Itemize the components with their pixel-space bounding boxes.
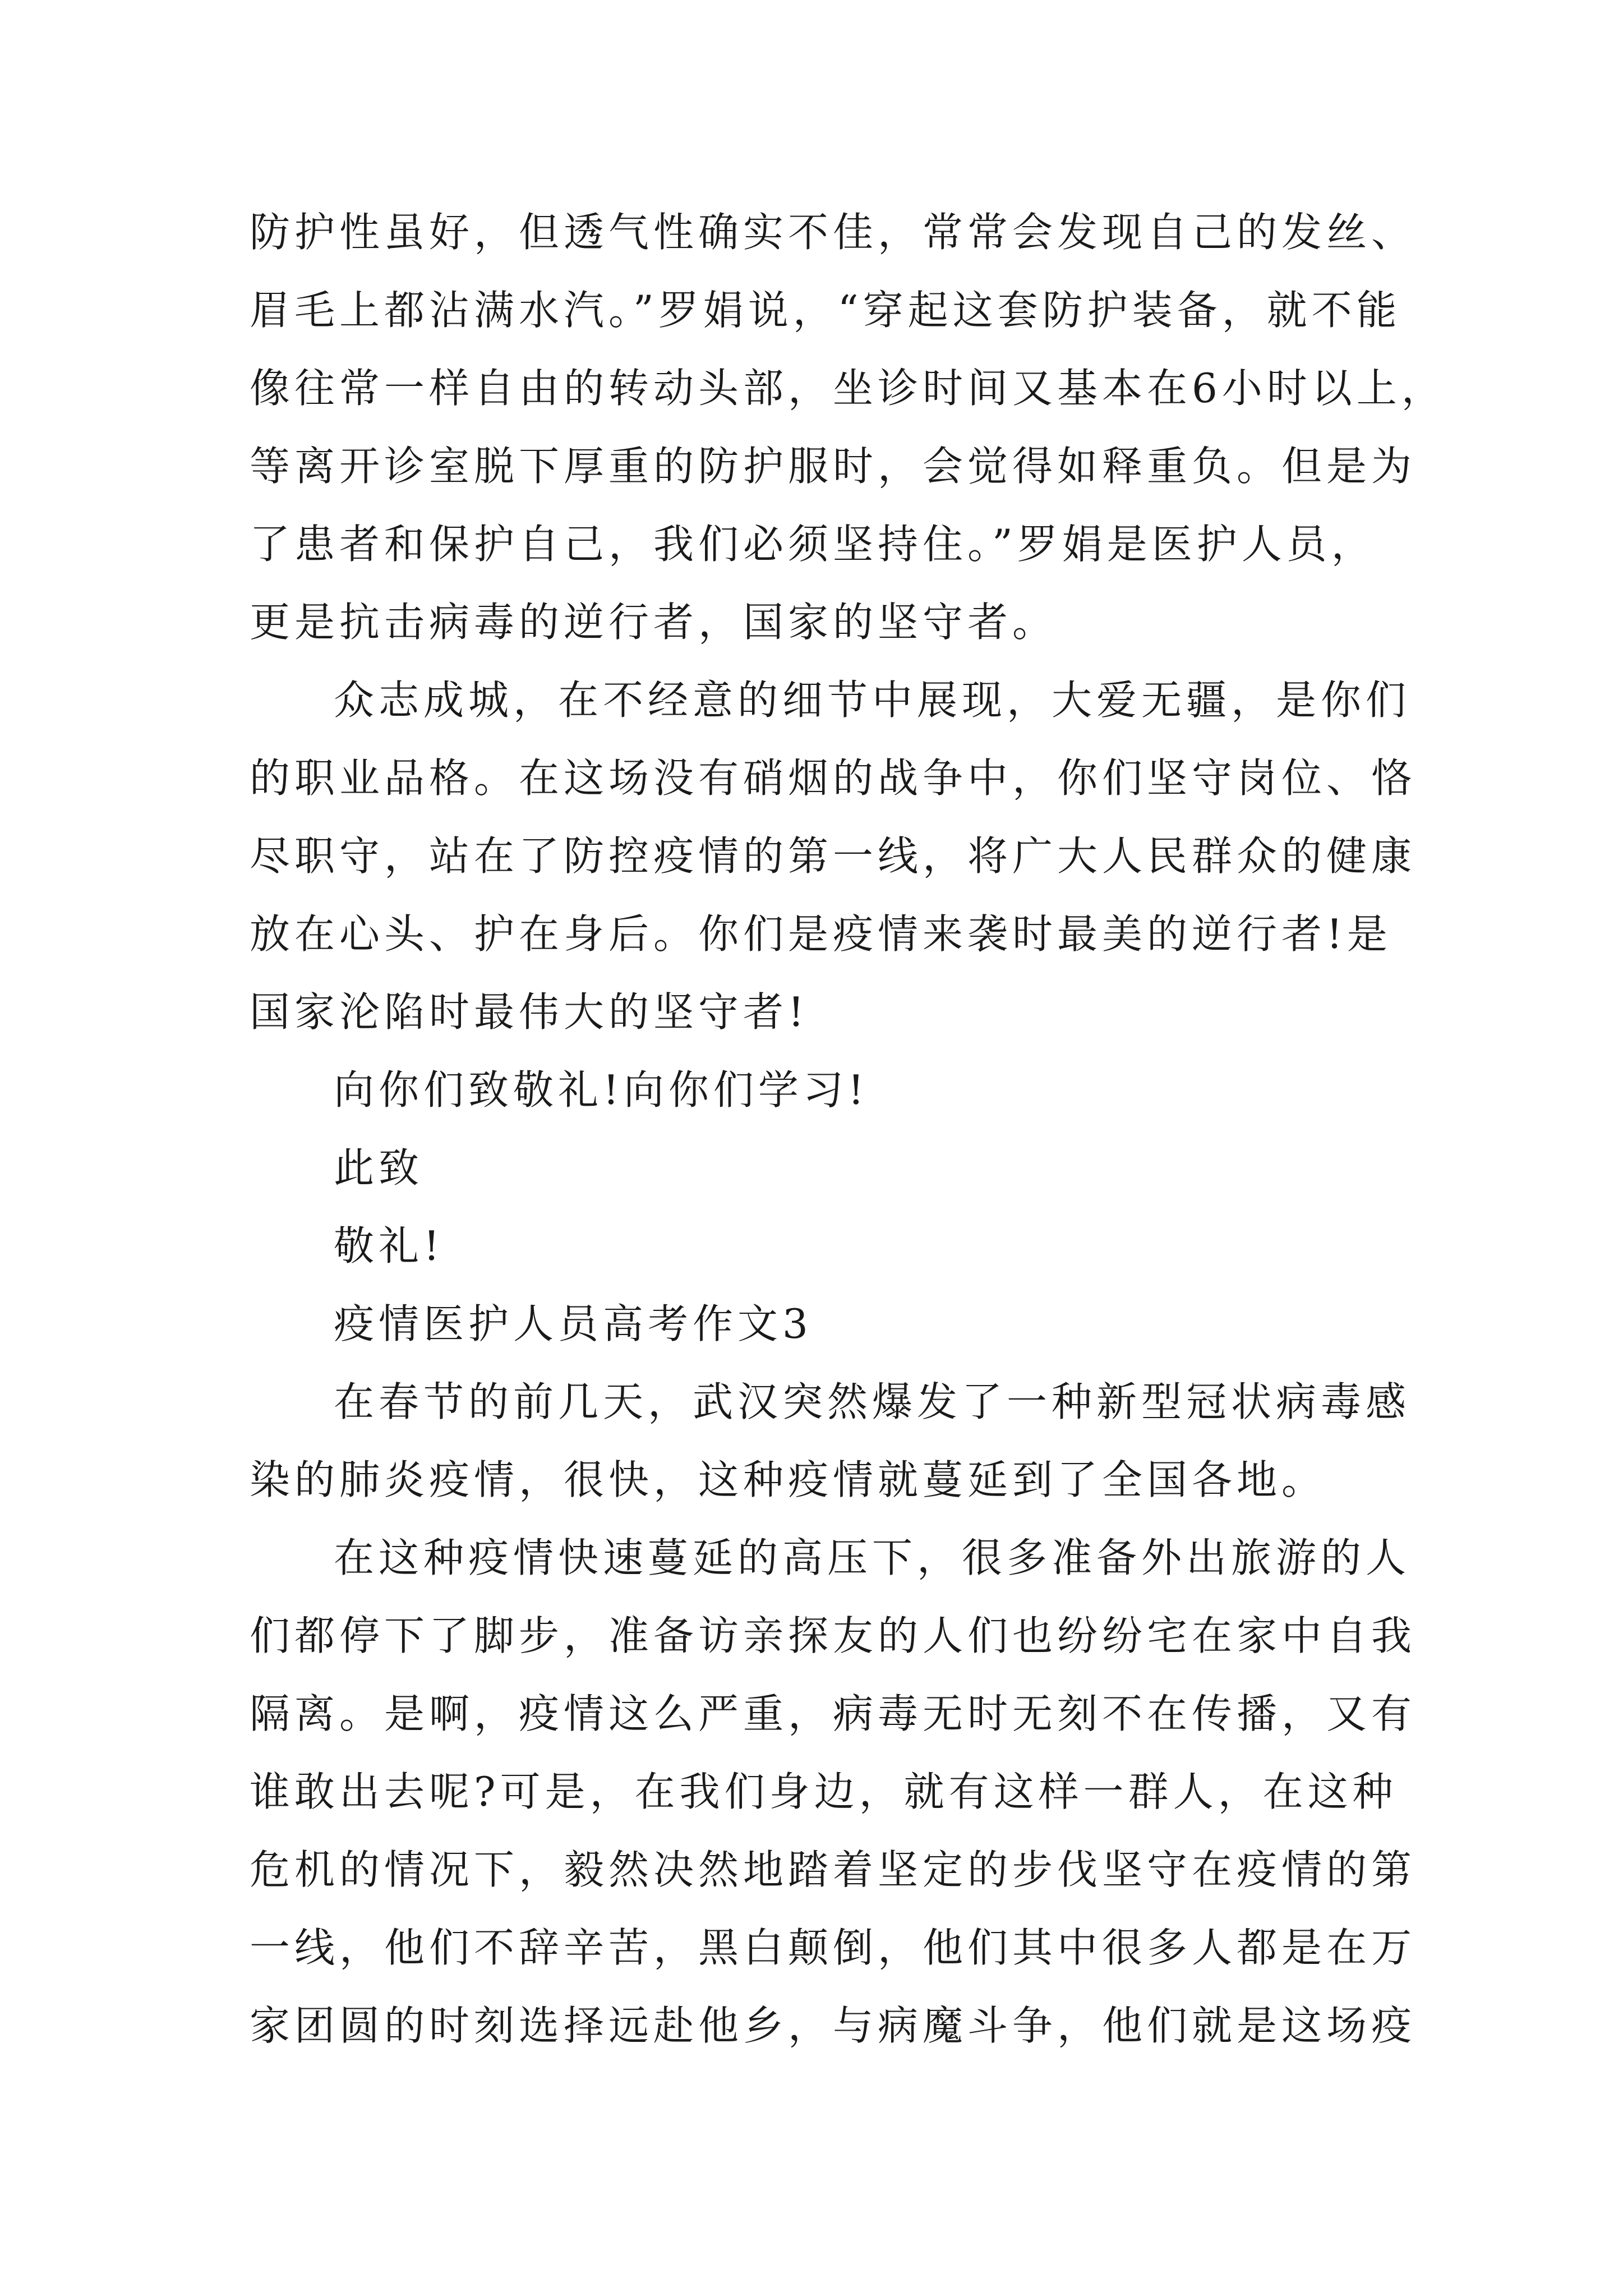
text-line: 一线，他们不辞辛苦，黑白颠倒，他们其中很多人都是在万 — [250, 1924, 1417, 1971]
text-line: 向你们致敬礼!向你们学习! — [334, 1066, 869, 1114]
document-body — [250, 194, 1446, 2065]
text-line: 染的肺炎疫情，很快，这种疫情就蔓延到了全国各地。 — [250, 1456, 1327, 1503]
text-line: 更是抗击病毒的逆行者，国家的坚守者。 — [250, 599, 1058, 646]
text-line: 隔离。是啊，疫情这么严重，病毒无时无刻不在传播，又有 — [250, 1690, 1417, 1737]
text-line: 眉毛上都沾满水汽。”罗娟说，“穿起这套防护装备，就不能 — [250, 287, 1401, 334]
text-line: 像往常一样自由的转动头部，坐诊时间又基本在6小时以上， — [250, 365, 1446, 412]
text-line: 了患者和保护自己，我们必须坚持住。”罗娟是医护人员， — [250, 521, 1376, 568]
text-line: 敬礼! — [334, 1222, 444, 1269]
text-line: 此致 — [334, 1144, 424, 1191]
text-line: 等离开诊室脱下厚重的防护服时，会觉得如释重负。但是为 — [250, 443, 1417, 490]
text-line: 在这种疫情快速蔓延的高压下，很多准备外出旅游的人 — [334, 1534, 1411, 1581]
text-line: 尽职守，站在了防控疫情的第一线，将广大人民群众的健康 — [250, 832, 1417, 880]
text-line: 的职业品格。在这场没有硝烟的战争中，你们坚守岗位、恪 — [250, 754, 1417, 802]
text-line: 众志成城，在不经意的细节中展现，大爱无疆，是你们 — [334, 677, 1411, 724]
text-line: 们都停下了脚步，准备访亲探友的人们也纷纷宅在家中自我 — [250, 1612, 1417, 1659]
text-line: 家团圆的时刻选择远赴他乡，与病魔斗争，他们就是这场疫 — [250, 2002, 1417, 2049]
text-line: 谁敢出去呢?可是，在我们身边，就有这样一群人，在这种 — [250, 1768, 1398, 1815]
text-line: 疫情医护人员高考作文3 — [334, 1300, 813, 1347]
text-line: 防护性虽好，但透气性确实不佳，常常会发现自己的发丝、 — [250, 209, 1417, 256]
text-line: 危机的情况下，毅然决然地踏着坚定的步伐坚守在疫情的第 — [250, 1846, 1417, 1893]
text-line: 在春节的前几天，武汉突然爆发了一种新型冠状病毒感 — [334, 1378, 1411, 1425]
text-line: 国家沦陷时最伟大的坚守者! — [250, 988, 809, 1036]
text-line: 放在心头、护在身后。你们是疫情来袭时最美的逆行者!是 — [250, 910, 1392, 958]
